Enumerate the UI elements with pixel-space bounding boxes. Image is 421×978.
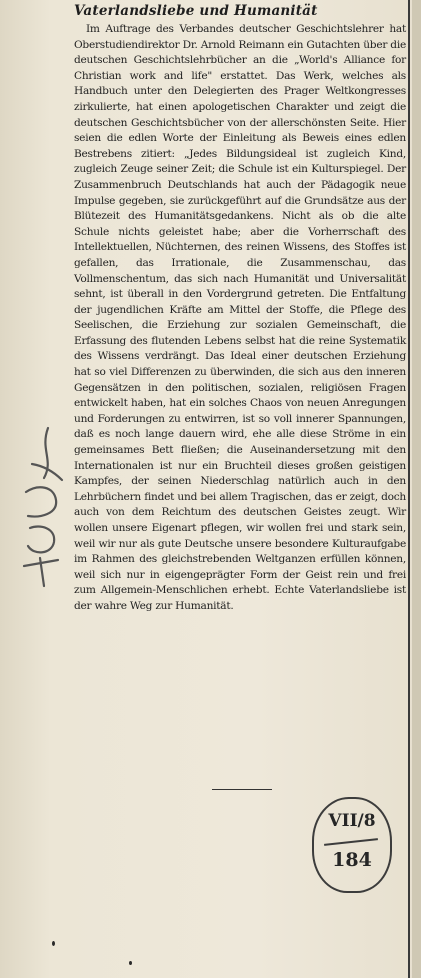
end-rule — [212, 789, 272, 790]
stamp-top-number: VII/8 — [328, 811, 376, 831]
article-body: Im Auftrage des Verbandes deutscher Geschichtslehrer hat Oberstudiendirektor Dr. Arnold Reimann ein Gutachten über die deutschen Geschichtslehrbücher an die „World's Alliance for Christian work and life" erstattet. Das Werk, welches als Handbuch unter den Delegierten des Prager Weltkongresses zirkulierte, hat einen apologetischen Charakter und zeigt die deutschen Geschichtsbücher von der allerschönsten Seite. Hier seien die edlen Worte der Einleitung als Beweis eines edlen Bestrebens zitiert: „Jedes Bildungsideal ist zugleich Kind, zugleich Zeuge seiner Zeit; die Schule ist ein Kulturspiegel. Der Zusammenbruch Deutschlands hat auch der Pädagogik neue Impulse gegeben, sie zurückgeführt auf die Grundsätze aus der Blütezeit des Humanitätsgedankens. Nicht als ob die alte Schule nichts geleistet habe; aber die Vorherrschaft des Intellektuellen, Nüchternen, des reinen Wissens, des Stoffes ist gefallen, das Irrationale, die Zusammenschau, das Vollmenschentum, das sich nach Humanität und Universalität sehnt, ist überall in den Vordergrund getreten. Die Entfaltung der jugendlichen Kräfte am Mittel der Stoffe, die Pflege des Seelischen, die Erziehung zur sozialen Gemeinschaft, die Erfassung des flutenden Lebens selbst hat die reine Systematik des Wissens verdrängt. Das Ideal einer deutschen Erziehung hat so viel Differenzen zu überwinden, die sich aus den inneren Gegensätzen in den politischen, sozialen, religiösen Fragen entwickelt haben, hat ein solches Chaos von neuen Anregungen und Forderungen zu entwirren, ist so voll innerer Spannungen, daß es noch lange dauern wird, ehe alle diese Ströme in ein gemeinsames Bett fließen; die Auseinandersetzung mit den Internationalen ist nur ein Bruchteil dieses großen geistigen Kampfes, der seinen Niederschlag natürlich auch in den Lehrbüchern findet und bei allem Tragischen, das er zeigt, doch auch von dem Reichtum des deutschen Geistes zeugt. Wir wollen unsere Eigenart pflegen, wir wollen frei und stark sein, weil wir nur als gute Deutsche unsere besondere Kulturaufgabe im Rahmen des gleichstrebenden Weltganzen erfüllen können, weil sich nur in eigengeprägter Form der Geist rein und frei zum Allgemein-Menschlichen erhebt. Echte Vaterlandsliebe ist der wahre Weg zur Humanität. — [74, 23, 406, 612]
archive-stamp — [312, 797, 392, 893]
pencil-annotation — [10, 420, 74, 590]
ink-spot — [52, 941, 55, 946]
article-title: Vaterlandsliebe und Humanität — [74, 3, 318, 19]
adjacent-column-fragment — [412, 0, 421, 978]
column-divider — [408, 0, 410, 978]
ink-spot — [129, 961, 132, 965]
article — [74, 2, 406, 784]
stamp-bottom-number: 184 — [332, 849, 372, 871]
stamp-divider — [324, 838, 378, 846]
